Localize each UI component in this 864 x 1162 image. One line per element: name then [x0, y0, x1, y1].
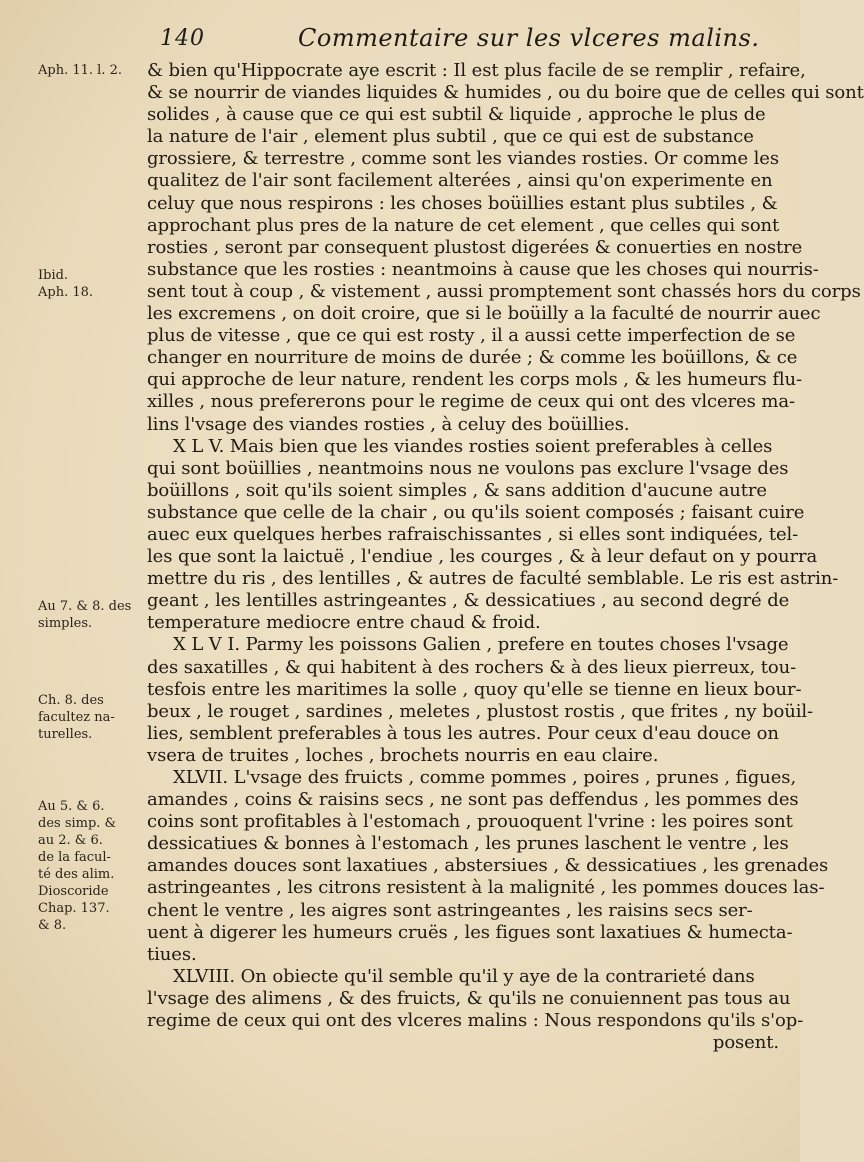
text-line: dessicatiues & bonnes à l'estomach , les prunes laschent le ventre , les — [147, 833, 789, 855]
text-line: temperature mediocre entre chaud & froid. — [147, 612, 541, 634]
text-line: tesfois entre les maritimes la solle , quoy qu'elle se tienne en lieux bour- — [147, 678, 802, 700]
text-line: sent tout à coup , & vistement , aussi promptement sont chassés hors du corps — [147, 280, 861, 302]
text-line: coins sont profitables à l'estomach , prouoquent l'vrine : les poires sont — [147, 811, 793, 833]
text-line: approchant plus pres de la nature de cet element , que celles qui sont — [147, 214, 780, 236]
margin-note: Ch. 8. des facultez na- turelles. — [38, 693, 115, 742]
page-number: 140 — [160, 26, 205, 51]
text-line: beux , le rouget , sardines , meletes , plustost rostis , que frites , ny boüil- — [147, 700, 814, 722]
text-line: & se nourrir de viandes liquides & humides , ou du boire que de celles qui sont — [147, 82, 864, 104]
text-line: les excremens , on doit croire, que si le boüilly a la faculté de nourrir auec — [147, 303, 821, 325]
text-line: qui approche de leur nature, rendent les corps mols , & les humeurs flu- — [147, 369, 803, 391]
text-line: l'vsage des alimens , & des fruicts, & qu'ils ne conuiennent pas tous au — [147, 987, 791, 1009]
text-line: rosties , seront par consequent plustost digerées & conuerties en nostre — [147, 236, 803, 258]
text-line: des saxatilles , & qui habitent à des rochers & à des lieux pierreux, tou- — [147, 656, 797, 678]
text-line: posent. — [712, 1032, 779, 1054]
body-text — [147, 60, 864, 1054]
text-line: solides , à cause que ce qui est subtil & liquide , approche le plus de — [147, 104, 766, 126]
text-line: vsera de truites , loches , brochets nourris en eau claire. — [147, 744, 659, 766]
text-line: & bien qu'Hippocrate aye escrit : Il est plus facile de se remplir , refaire, — [147, 60, 806, 81]
text-line: substance que celle de la chair , ou qu'ils soient composés ; faisant cuire — [147, 501, 805, 523]
text-line: auec eux quelques herbes rafraischissantes , si elles sont indiquées, tel- — [147, 523, 799, 545]
text-line: XLVII. L'vsage des fruicts , comme pommes , poires , prunes , figues, — [173, 767, 797, 788]
text-line: changer en nourriture de moins de durée ; & comme les boüillons, & ce — [147, 347, 798, 369]
text-line: X L V I. Parmy les poissons Galien , prefere en toutes choses l'vsage — [173, 634, 789, 656]
text-line: uent à digerer les humeurs cruës , les figues sont laxatiues & humecta- — [147, 921, 793, 943]
text-line: celuy que nous respirons : les choses boüillies estant plus subtiles , & — [147, 192, 778, 214]
text-line: grossiere, & terrestre , comme sont les viandes rosties. Or comme les — [147, 148, 779, 170]
page-header — [150, 22, 790, 56]
text-line: regime de ceux qui ont des vlceres malins : Nous respondons qu'ils s'op- — [147, 1010, 804, 1032]
margin-note: Aph. 11. l. 2. — [38, 63, 122, 78]
text-line: mettre du ris , des lentilles , & autres de faculté semblable. Le ris est astrin- — [147, 568, 839, 590]
text-line: lins l'vsage des viandes rosties , à celuy des boüillies. — [147, 413, 630, 435]
margin-note: Au 5. & 6. des simp. & au 2. & 6. de la facul- té des alim. Dioscoride Chap. 137. & 8. — [38, 799, 117, 933]
text-line: X L V. Mais bien que les viandes rosties soient preferables à celles — [173, 435, 773, 457]
text-line: boüillons , soit qu'ils soient simples , & sans addition d'aucune autre — [147, 479, 767, 501]
text-line: geant , les lentilles astringeantes , & dessicatiues , au second degré de — [147, 590, 790, 612]
margin-note: Au 7. & 8. des simples. — [38, 599, 132, 631]
text-line: amandes douces sont laxatiues , abstersiues , & dessicatiues , les grenades — [147, 855, 829, 877]
text-line: qui sont boüillies , neantmoins nous ne voulons pas exclure l'vsage des — [147, 457, 789, 479]
text-line: xilles , nous prefererons pour le regime de ceux qui ont des vlceres ma- — [147, 391, 795, 413]
text-line: chent le ventre , les aigres sont astringeantes , les raisins secs ser- — [147, 899, 753, 921]
text-line: lies, semblent preferables à tous les autres. Pour ceux d'eau douce on — [147, 722, 779, 744]
running-title: Commentaire sur les vlceres malins. — [298, 24, 760, 52]
text-line: les que sont la laictuë , l'endiue , les courges , & à leur defaut on y pourra — [147, 546, 818, 568]
text-line: substance que les rosties : neantmoins à cause que les choses qui nourris- — [147, 258, 819, 280]
text-line: tiues. — [147, 943, 197, 965]
text-line: amandes , coins & raisins secs , ne sont pas deffendus , les pommes des — [147, 789, 799, 811]
text-line: la nature de l'air , element plus subtil , que ce qui est de substance — [147, 126, 754, 148]
margin-note: Ibid. Aph. 18. — [38, 268, 94, 300]
text-line: qualitez de l'air sont facilement alterées , ainsi qu'on experimente en — [147, 170, 773, 192]
text-line: plus de vitesse , que ce qui est rosty , il a aussi cette imperfection de se — [147, 325, 796, 347]
text-line: XLVIII. On obiecte qu'il semble qu'il y aye de la contrarieté dans — [173, 965, 755, 987]
text-line: astringeantes , les citrons resistent à la malignité , les pommes douces las- — [147, 877, 825, 899]
